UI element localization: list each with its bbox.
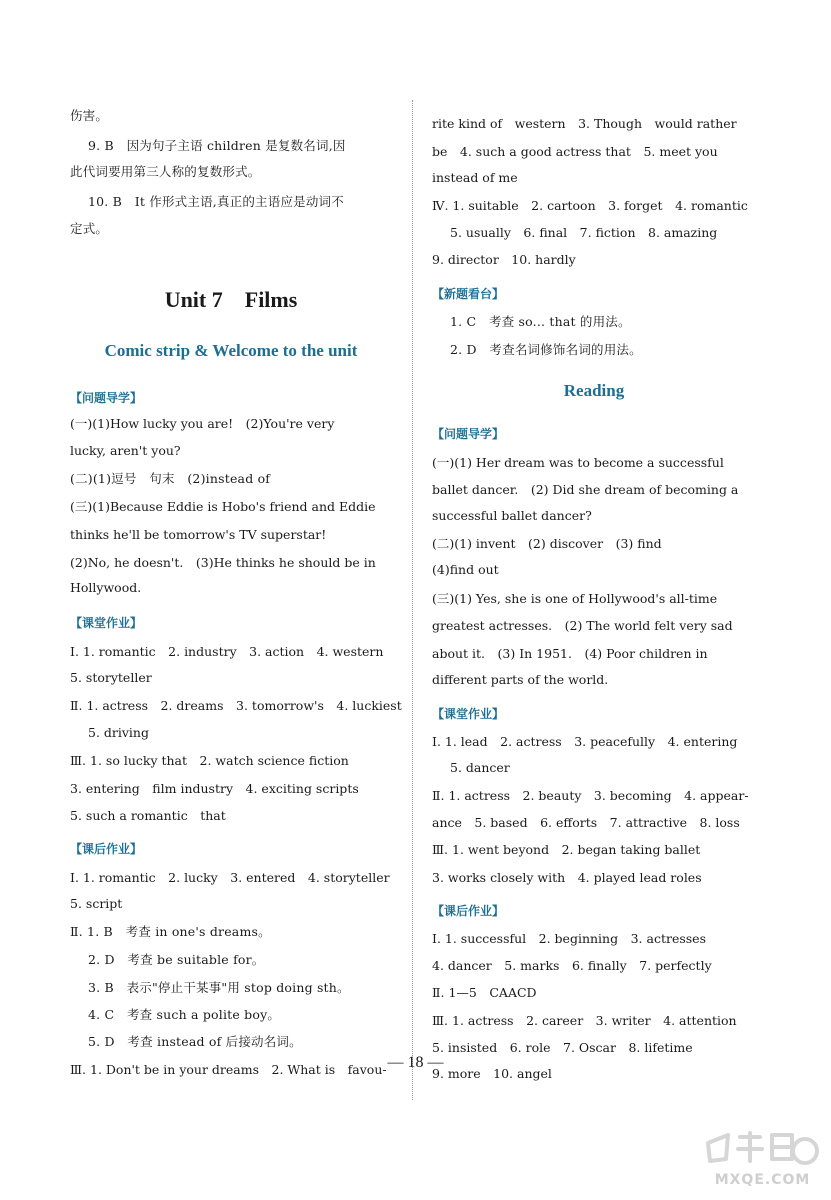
text-line: (二)(1) invent (2) discover (3) find bbox=[432, 536, 662, 551]
text-line: Ⅲ. 1. actress 2. career 3. writer 4. attention bbox=[432, 1013, 737, 1028]
text-line: 5. dancer bbox=[450, 760, 510, 775]
text-line: 9. director 10. hardly bbox=[432, 252, 576, 267]
text-line: lucky, aren't you? bbox=[70, 443, 181, 458]
text-line: instead of me bbox=[432, 170, 518, 185]
text-line: Ⅱ. 1. actress 2. dreams 3. tomorrow's 4. luckiest bbox=[70, 698, 402, 713]
section-title: Comic strip & Welcome to the unit bbox=[104, 341, 358, 360]
text-line: (4)find out bbox=[432, 562, 499, 577]
text-line: (2)No, he doesn't. (3)He thinks he should be in bbox=[70, 555, 376, 570]
text-line: (一)(1) Her dream was to become a successful bbox=[432, 455, 724, 470]
text-line: be 4. such a good actress that 5. meet you bbox=[432, 144, 718, 159]
text-line: ance 5. based 6. efforts 7. attractive 8. loss bbox=[432, 815, 740, 830]
text-line: Ⅱ. 1—5 CAACD bbox=[432, 985, 537, 1000]
text-line: 5. usually 6. final 7. fiction 8. amazing bbox=[450, 225, 718, 240]
text-line: 5. D 考查 instead of 后接动名词。 bbox=[88, 1034, 302, 1049]
text-line: 9. B 因为句子主语 children 是复数名词,因 bbox=[88, 138, 346, 153]
text-line: Ⅰ. 1. successful 2. beginning 3. actresses bbox=[432, 931, 706, 946]
text-line: (三)(1) Yes, she is one of Hollywood's all-time bbox=[432, 591, 718, 606]
section-tag: 【课堂作业】 bbox=[70, 616, 143, 630]
text-line: rite kind of western 3. Though would rather bbox=[432, 116, 737, 131]
section-tag: 【课堂作业】 bbox=[432, 707, 505, 721]
text-line: 伤害。 bbox=[70, 108, 109, 123]
text-line: greatest actresses. (2) The world felt very sad bbox=[432, 618, 733, 633]
text-line: thinks he'll be tomorrow's TV superstar! bbox=[70, 527, 327, 542]
text-line: Ⅳ. 1. suitable 2. cartoon 3. forget 4. romantic bbox=[432, 198, 748, 213]
text-line: 此代词要用第三人称的复数形式。 bbox=[70, 164, 261, 179]
section-tag: 【问题导学】 bbox=[432, 427, 505, 441]
text-line: Ⅰ. 1. lead 2. actress 3. peacefully 4. entering bbox=[432, 734, 738, 749]
page-number: — 18 — bbox=[387, 1054, 444, 1071]
text-line: 10. B It 作形式主语,真正的主语应是动词不 bbox=[88, 194, 344, 209]
text-line: 1. C 考查 so... that 的用法。 bbox=[450, 314, 631, 329]
section-tag: 【问题导学】 bbox=[70, 391, 143, 405]
text-line: Ⅲ. 1. so lucky that 2. watch science fiction bbox=[70, 753, 349, 768]
text-line: 9. more 10. angel bbox=[432, 1066, 552, 1081]
text-line: (三)(1)Because Eddie is Hobo's friend and Eddie bbox=[70, 499, 376, 514]
text-line: 5. such a romantic that bbox=[70, 808, 226, 823]
text-line: Ⅲ. 1. went beyond 2. began taking ballet bbox=[432, 842, 701, 857]
text-line: 2. D 考查 be suitable for。 bbox=[88, 952, 265, 967]
text-line: Ⅲ. 1. Don't be in your dreams 2. What is favou- bbox=[70, 1062, 387, 1077]
text-line: 5. insisted 6. role 7. Oscar 8. lifetime bbox=[432, 1040, 693, 1055]
text-line: Ⅰ. 1. romantic 2. industry 3. action 4. western bbox=[70, 644, 384, 659]
text-line: Ⅰ. 1. romantic 2. lucky 3. entered 4. storyteller bbox=[70, 870, 390, 885]
text-line: (二)(1)逗号 句末 (2)instead of bbox=[70, 471, 271, 486]
text-line: 3. B 表示"停止干某事"用 stop doing sth。 bbox=[88, 980, 350, 995]
text-line: 5. script bbox=[70, 896, 123, 911]
text-line: different parts of the world. bbox=[432, 672, 609, 687]
text-line: 3. works closely with 4. played lead roles bbox=[432, 870, 702, 885]
text-line: Ⅱ. 1. actress 2. beauty 3. becoming 4. appear- bbox=[432, 788, 749, 803]
section-tag: 【新题看台】 bbox=[432, 287, 505, 301]
text-line: (一)(1)How lucky you are! (2)You're very bbox=[70, 416, 335, 431]
text-line: 4. dancer 5. marks 6. finally 7. perfectly bbox=[432, 958, 712, 973]
section-tag: 【课后作业】 bbox=[432, 904, 505, 918]
text-line: 定式。 bbox=[70, 221, 109, 236]
text-line: 2. D 考查名词修饰名词的用法。 bbox=[450, 342, 642, 357]
section-tag: 【课后作业】 bbox=[70, 842, 143, 856]
text-line: 4. C 考查 such a polite boy。 bbox=[88, 1007, 281, 1022]
column-divider bbox=[412, 100, 413, 1100]
text-line: 5. storyteller bbox=[70, 670, 152, 685]
text-line: ballet dancer. (2) Did she dream of becoming a bbox=[432, 482, 739, 497]
text-line: 3. entering film industry 4. exciting scripts bbox=[70, 781, 359, 796]
watermark-text: MXQE.COM bbox=[714, 1172, 811, 1188]
text-line: 5. driving bbox=[88, 725, 149, 740]
text-line: about it. (3) In 1951. (4) Poor children in bbox=[432, 646, 708, 661]
text-line: Ⅱ. 1. B 考查 in one's dreams。 bbox=[70, 924, 271, 939]
section-title: Reading bbox=[563, 381, 625, 400]
text-line: successful ballet dancer? bbox=[432, 508, 592, 523]
unit-title: Unit 7 Films bbox=[164, 287, 298, 312]
text-line: Hollywood. bbox=[70, 580, 142, 595]
